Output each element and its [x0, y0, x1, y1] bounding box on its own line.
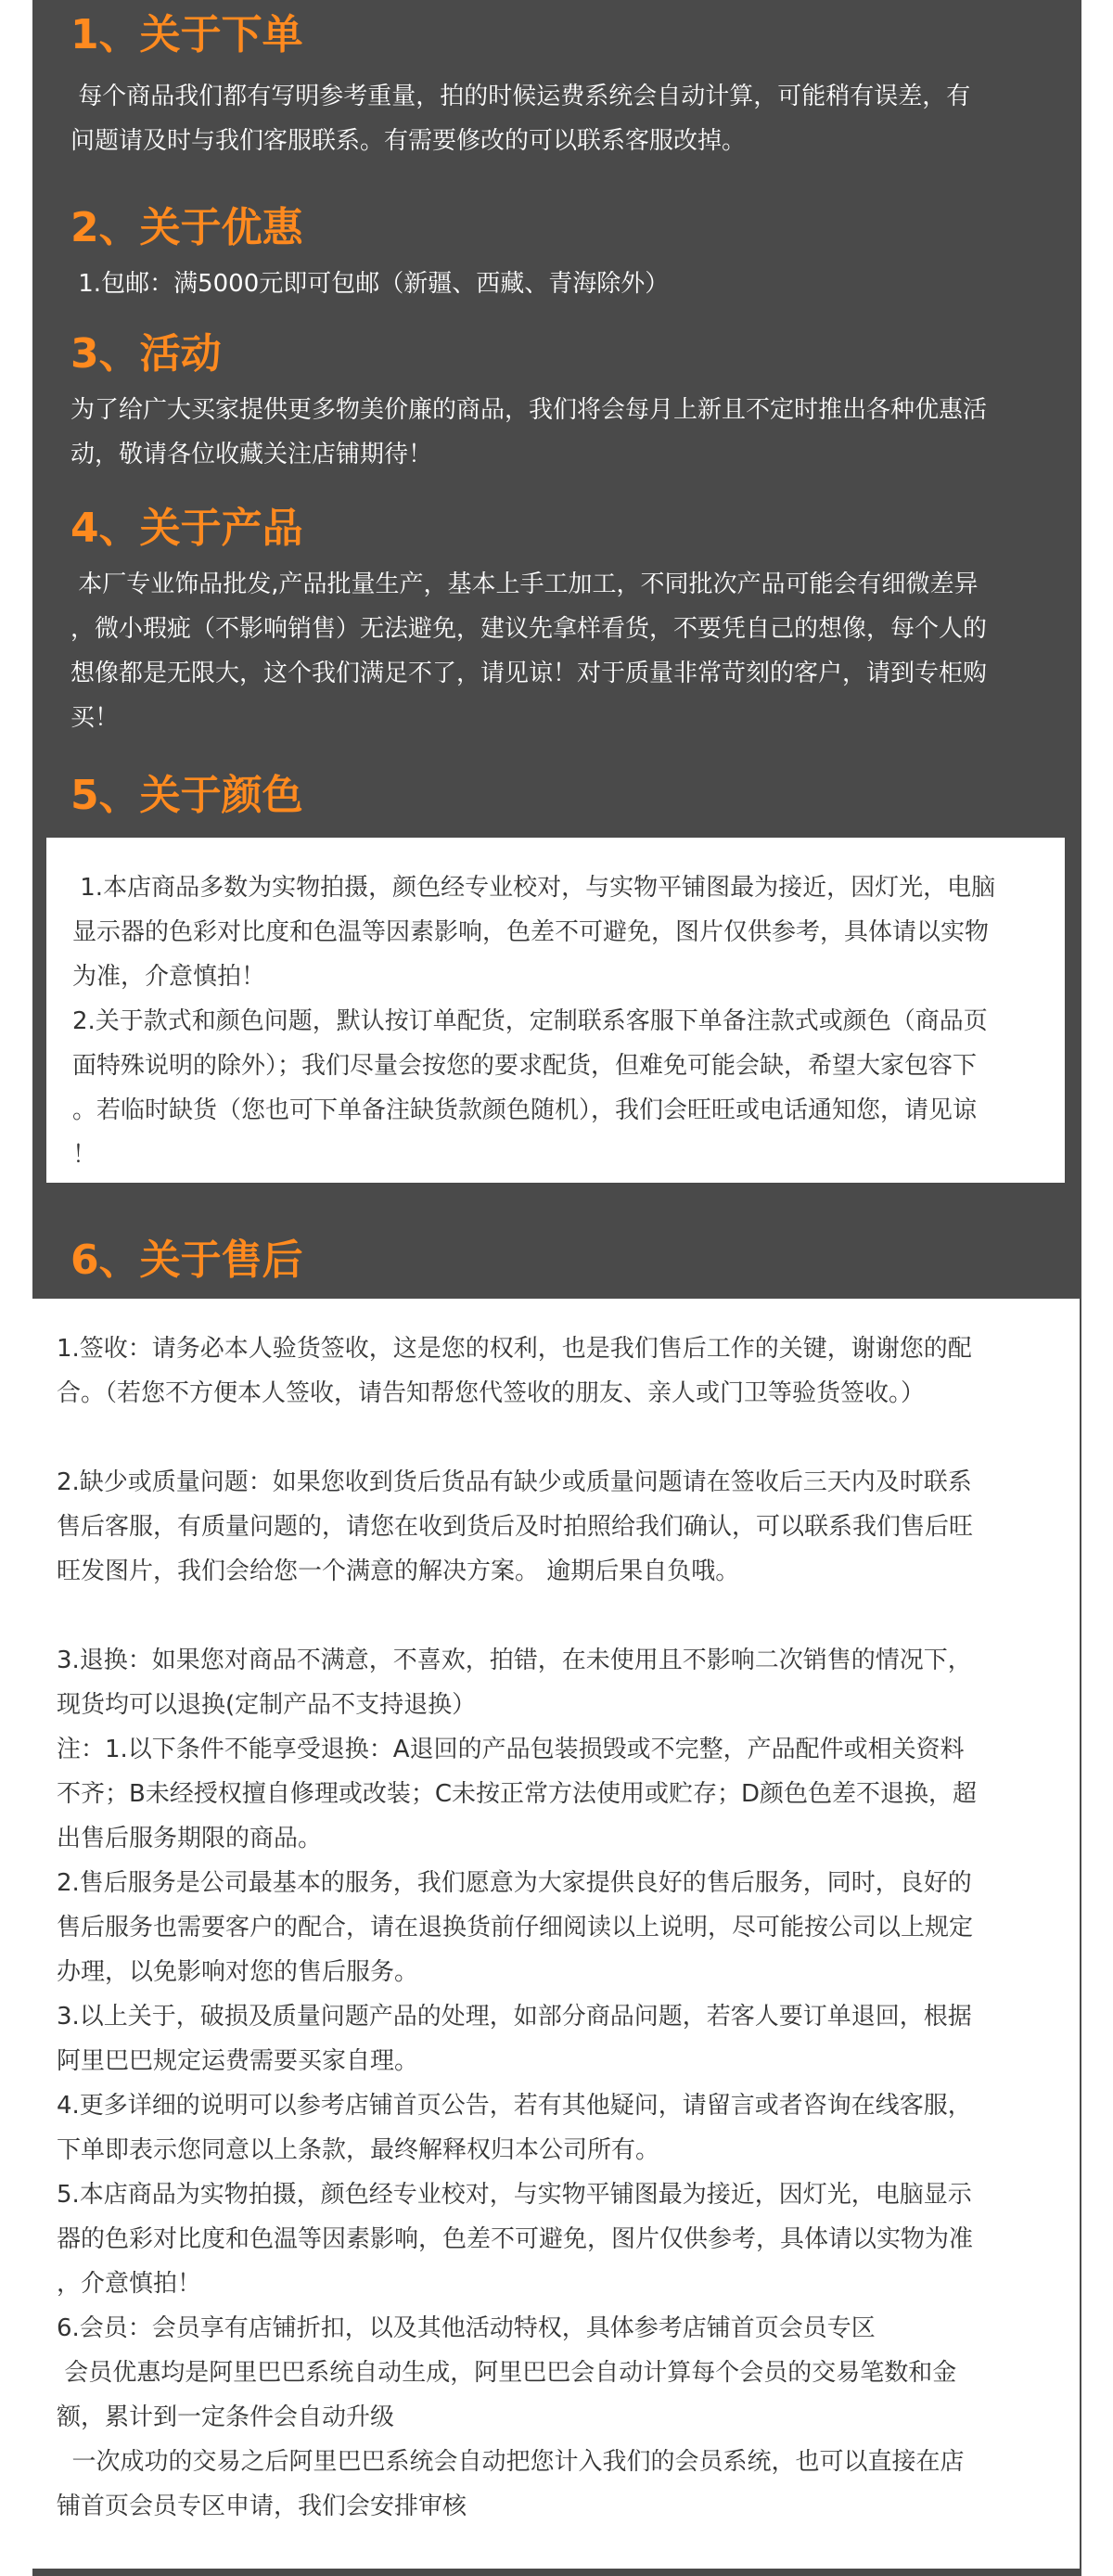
text-ordering: 每个商品我们都有写明参考重量，拍的时候运费系统会自动计算，可能稍有误差，有 问题请及时与我们客服联系。有需要修改的可以联系客服改掉。: [70, 83, 971, 155]
text-discount: 1.包邮：满5000元即可包邮（新疆、西藏、青海除外）: [70, 270, 670, 298]
heading-activity: 3、活动: [70, 330, 222, 378]
after-sales-box: [32, 1299, 1080, 2569]
text-color: 1.本店商品多数为实物拍摄，颜色经专业校对，与实物平铺图最为接近，因灯光，电脑 显示器的色彩对比度和色温等因素影响，色差不可避免，图片仅供参考，具体请以实物 为准，介意慎拍！ 2.关于款式和颜色问题，默认按订单配货，定制联系客服下单备注款式或颜色（商品页 面特殊说明的除外）；我们尽量会按您的要求配货，但难免可能会缺，希望大家包容下 。若临时缺货（您也可下单备注缺货款颜色随机），我们会旺旺或电话通知您，请见谅 ！: [72, 874, 996, 1169]
color-info-box: [46, 838, 1065, 1183]
text-activity: 为了给广大买家提供更多物美价廉的商品，我们将会每月上新且不定时推出各种优惠活 动，敬请各位收藏关注店铺期待！: [70, 396, 988, 468]
heading-discount: 2、关于优惠: [70, 204, 303, 251]
text-product: 本厂专业饰品批发,产品批量生产，基本上手工加工，不同批次产品可能会有细微差异 ，微小瑕疵（不影响销售）无法避免，建议先拿样看货，不要凭自己的想像，每个人的 想像都是无限大，这个我们满足不了，请见谅！对于质量非常苛刻的客户，请到专柜购 买！: [70, 570, 988, 732]
heading-ordering: 1、关于下单: [70, 11, 303, 58]
heading-color: 5、关于颜色: [70, 772, 303, 819]
heading-after-sales: 6、关于售后: [70, 1237, 303, 1284]
text-after-sales: 1.签收：请务必本人验货签收，这是您的权利，也是我们售后工作的关键，谢谢您的配 合。（若您不方便本人签收，请告知帮您代签收的朋友、亲人或门卫等验货签收。） 2.缺少或质量问题：如果您收到货后货品有缺少或质量问题请在签收后三天内及时联系 售后客服，有质量问题的，请您在收到货后及时拍照给我们确认，可以联系我们售后旺 旺发图片，我们会给您一个满意的解决方案。 逾期后果自负哦。 3.退换：如果您对商品不满意，不喜欢，拍错，在未使用且不影响二次销售的情况下， 现货均可以退换(定制产品不支持退换） 注：1.以下条件不能享受退换：A退回的产品包装损毁或不完整，产品配件或相关资料 不齐；B未经授权擅自修理或改装；C未按正常方法使用或贮存；D颜色色差不退换，超 出售后服务期限的商品。 2.售后服务是公司最基本的服务，我们愿意为大家提供良好的售后服务，同时，良好的 售后服务也需要客户的配合，请在退换货前仔细阅读以上说明，尽可能按公司以上规定 办理，以免影响对您的售后服务。 3.以上关于，破损及质量问题产品的处理，如部分商品问题，若客人要订单退回，根据 阿里巴巴规定运费需要买家自理。 4.更多详细的说明可以参考店铺首页公告，若有其他疑问，请留言或者咨询在线客服， 下单即表示您同意以上条款，最终解释权归本公司所有。 5.本店商品为实物拍摄，颜色经专业校对，与实物平铺图最为接近，因灯光，电脑显示 器的色彩对比度和色温等因素影响，色差不可避免，图片仅供参考，具体请以实物为准 ，介意慎拍！ 6.会员：会员享有店铺折扣，以及其他活动特权，具体参考店铺首页会员专区 会员优惠均是阿里巴巴系统自动生成，阿里巴巴会自动计算每个会员的交易笔数和金 额，累计到一定条件会自动升级 一次成功的交易之后阿里巴巴系统会自动把您计入我们的会员系统，也可以直接在店 铺首页会员专区申请，我们会安排审核: [57, 1335, 978, 2520]
heading-product: 4、关于产品: [70, 505, 303, 552]
